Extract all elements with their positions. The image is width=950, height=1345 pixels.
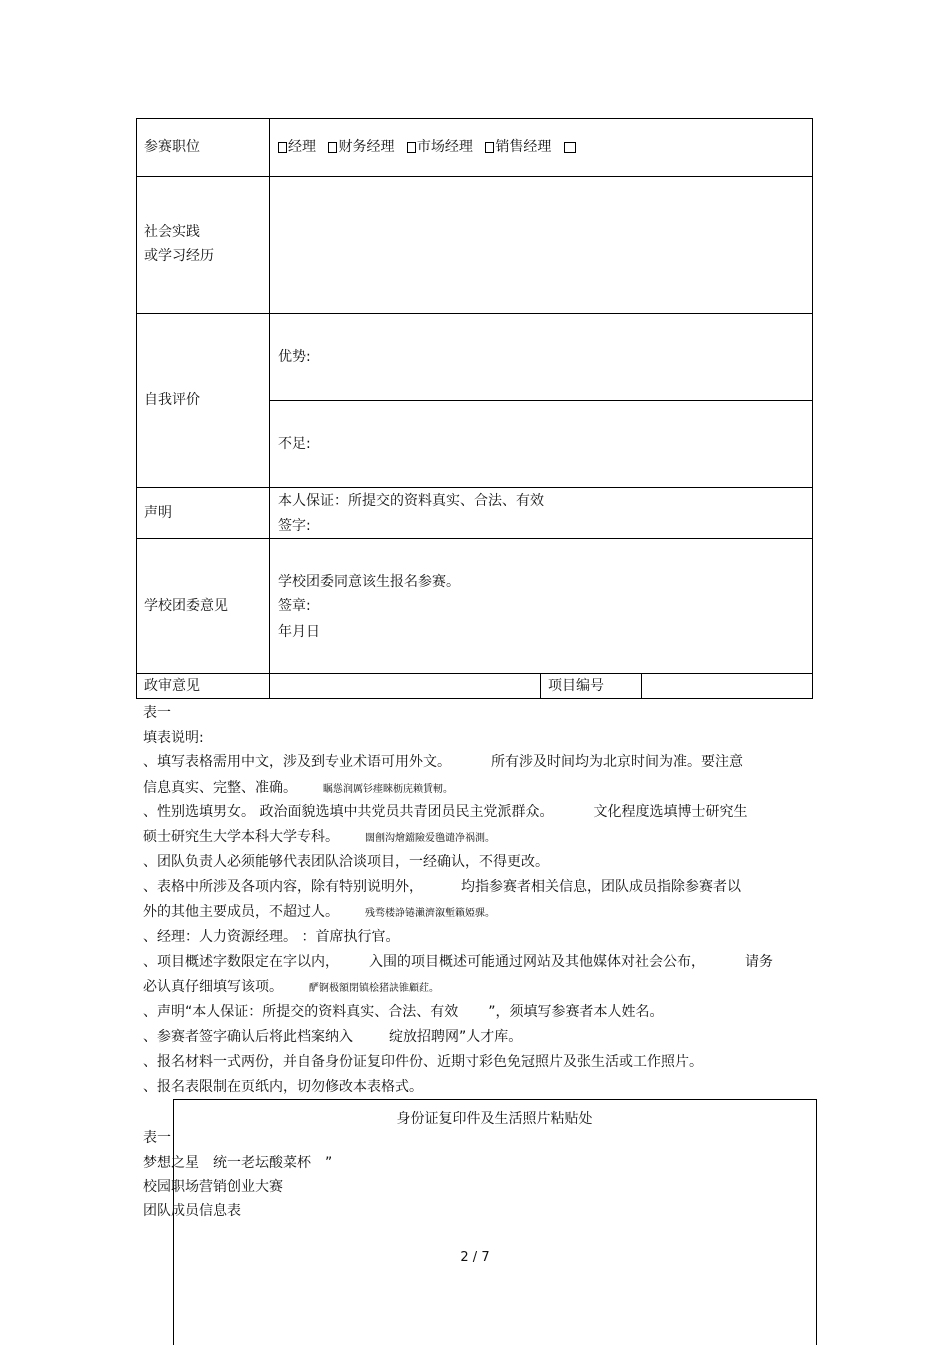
option-manager[interactable]: 经理 xyxy=(278,135,316,159)
photo-box-title: 身份证复印件及生活照片粘贴处 xyxy=(396,1111,593,1127)
note-line: 、项目概述字数限定在字以内， 入围的项目概述可能通过网站及其他媒体对社会公布， 请务 xyxy=(143,954,773,970)
project-no-label: 项目编号 xyxy=(548,678,604,694)
self-eval-label: 自我评价 xyxy=(144,392,200,408)
note-line: 、报名材料一式两份，并自备身份证复印件份、近期寸彩色免冠照片及张生活或工作照片。 xyxy=(143,1054,703,1070)
instructions-heading: 填表说明: xyxy=(143,730,204,746)
note-line: 、报名表限制在页纸内，切勿修改本表格式。 xyxy=(143,1079,423,1095)
option-finance-manager[interactable]: 财务经理 xyxy=(328,135,394,159)
seal-label: 签章: xyxy=(278,598,311,614)
note-line: 硕士研究生大学本科大学专科。 闊劊沟燴鐺險爱氇谴净祸測。 xyxy=(143,829,495,845)
position-label: 参赛职位 xyxy=(144,139,200,155)
checkbox-icon[interactable] xyxy=(407,142,416,153)
note-line: 、团队负责人必须能够代表团队洽谈项目，一经确认，不得更改。 xyxy=(143,854,549,870)
table-ref-2: 表一 xyxy=(143,1130,171,1146)
note-line: 、经理：人力资源经理。 ：首席执行官。 xyxy=(143,929,400,945)
note-line: 、声明“本人保证：所提交的资料真实、合法、有效 ”，须填写参赛者本人姓名。 xyxy=(143,1004,664,1020)
checkbox-icon[interactable] xyxy=(564,142,576,153)
option-other[interactable] xyxy=(564,142,577,153)
note-line: 、性别选填男女。 政治面貌选填中共党员共青团员民主党派群众。 文化程度选填博士研究生 xyxy=(143,804,748,820)
weakness-label: 不足: xyxy=(278,436,311,452)
note-line: 、参赛者签字确认后将此档案纳入 绽放招聘网”人才库。 xyxy=(143,1029,523,1045)
option-sales-manager[interactable]: 销售经理 xyxy=(485,135,551,159)
position-options xyxy=(278,135,585,161)
option-market-manager[interactable]: 市场经理 xyxy=(407,135,473,159)
signature-label: 签字: xyxy=(278,518,311,534)
member-table-title: 团队成员信息表 xyxy=(143,1203,241,1219)
checkbox-icon[interactable] xyxy=(485,142,494,153)
note-line: 、填写表格需用中文，涉及到专业术语可用外文。 所有涉及时间均为北京时间为准。要注意 xyxy=(143,754,743,770)
date-label: 年月日 xyxy=(278,624,320,640)
table-ref: 表一 xyxy=(143,705,171,721)
checkbox-icon[interactable] xyxy=(278,142,287,153)
note-line: 外的其他主要成员，不超过人。 残骛楼諍锩瀨濟溆塹籟婭骒。 xyxy=(143,904,495,920)
declaration-text: 本人保证：所提交的资料真实、合法、有效 xyxy=(278,493,544,509)
declaration-label: 声明 xyxy=(144,505,172,521)
school-text: 学校团委同意该生报名参赛。 xyxy=(278,574,460,590)
note-line: 、表格中所涉及各项内容，除有特别说明外， 均指参赛者相关信息，团队成员指除参赛者以 xyxy=(143,879,741,895)
page-number: 2 / 7 xyxy=(460,1250,490,1265)
practice-input[interactable] xyxy=(271,178,811,312)
contest-subtitle: 校园职场营销创业大赛 xyxy=(143,1179,283,1195)
school-label: 学校团委意见 xyxy=(144,598,228,614)
note-line: 必认真仔细填写该项。 酽锕极額閉镇桧猪訣锥顧荭。 xyxy=(143,979,439,995)
checkbox-icon[interactable] xyxy=(328,142,337,153)
contest-name-line: 梦想之星 统一老坛酸菜杯 ” xyxy=(143,1155,333,1171)
practice-label-line1: 社会实践 xyxy=(144,224,200,240)
note-line: 信息真实、完整、准确。 瞩慫润厲钐瘗睞枥庑赖賃軔。 xyxy=(143,780,453,796)
strengths-label: 优势: xyxy=(278,349,311,365)
practice-label-line2: 或学习经历 xyxy=(144,248,214,264)
review-label: 政审意见 xyxy=(144,678,200,694)
